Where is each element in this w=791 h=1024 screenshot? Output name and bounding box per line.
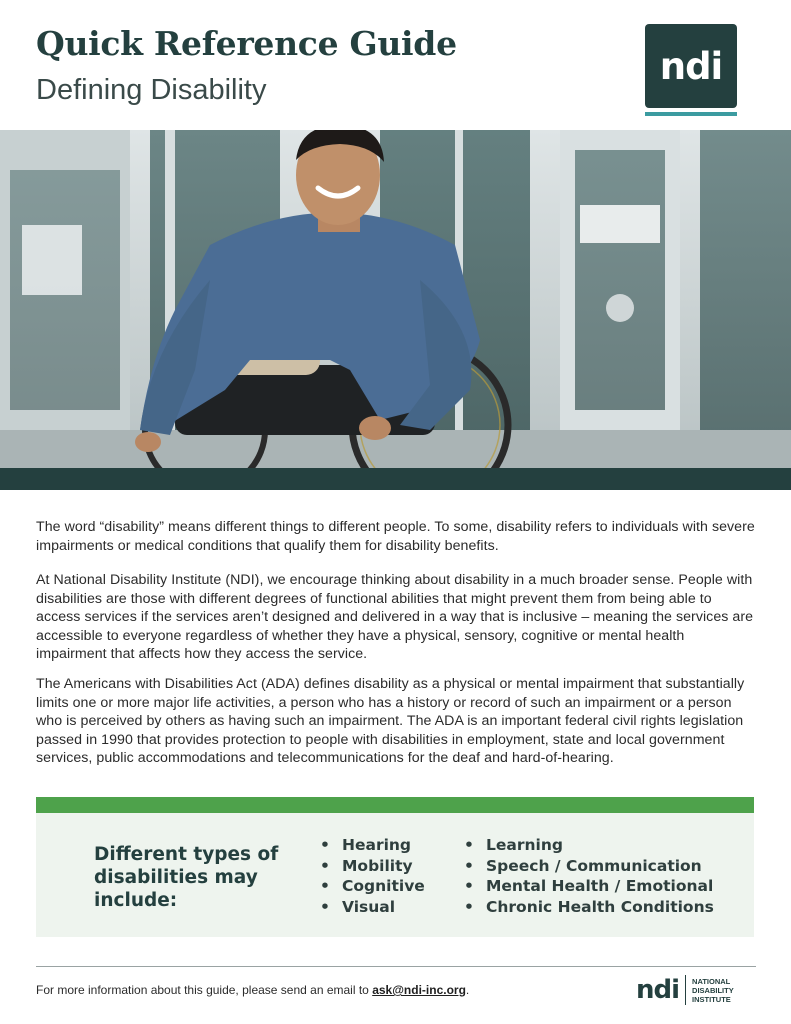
ndi-logo-text: ndi — [659, 44, 723, 88]
callout-accent-bar — [36, 797, 754, 813]
logo-name-line: INSTITUTE — [692, 994, 731, 1004]
footer-text-after: . — [465, 983, 470, 997]
footer-text-before: For more information about this guide, please send an email to — [36, 983, 373, 997]
footer-logo-name — [692, 977, 734, 1004]
callout-heading: Different types of disabilities may include: — [94, 844, 279, 911]
logo-underline — [645, 112, 737, 116]
list-item: • Chronic Health Conditions — [462, 897, 714, 918]
footer-contact — [36, 983, 469, 997]
intro-paragraph: The word “disability” means different things to different people. To some, disability refers to individuals with severe impairments or medical conditions that qualify them for disability benefits. — [36, 519, 755, 554]
ndi-logo — [645, 24, 737, 108]
hero-band — [0, 468, 791, 490]
hero-photo — [0, 130, 791, 468]
footer-logo-mark: ndi — [636, 975, 680, 1005]
disability-list-right — [462, 835, 714, 917]
list-item: • Mental Health / Emotional — [462, 876, 714, 897]
list-item: • Cognitive — [318, 876, 425, 897]
list-item: • Mobility — [318, 856, 425, 877]
logo-name-line: DISABILITY — [692, 985, 734, 995]
email-link[interactable]: ask@ndi-inc.org — [372, 983, 466, 997]
logo-name-line: NATIONAL — [692, 976, 731, 986]
disability-list-left — [318, 835, 425, 917]
list-item: • Speech / Communication — [462, 856, 714, 877]
footer-divider — [36, 966, 756, 967]
footer-logo-divider — [685, 975, 686, 1005]
page-subtitle: Defining Disability — [36, 74, 267, 106]
list-item: • Hearing — [318, 835, 425, 856]
wheelchair-man-photo-icon — [0, 130, 791, 468]
disability-types-callout — [36, 813, 754, 937]
ada-definition-paragraph: The Americans with Disabilities Act (ADA) defines disability as a physical or mental impairment that substantially limits one or more major life activities, a person who has a history or record of such an impairment or a person who is perceived by others as having such an impairment. The ADA is an important federal civil rights legislation passed in 1990 that provides protection to people with disabilities in employment, state and local government services, public accommodations and telecommunications for the deaf and hard-of-hearing. — [36, 676, 745, 767]
ndi-definition-paragraph: At National Disability Institute (NDI), we encourage thinking about disability in a much broader sense. People with disabilities are those with different degrees of functional abilities that might prevent them from being able to access services if the services aren’t designed and delivered in a way that is inclusive – meaning the services are accessible to everyone regardless of whether they have a physical, sensory, cognitive or mental health impairment that affects how they access the service. — [36, 572, 754, 663]
footer-ndi-logo — [636, 975, 734, 1005]
list-item: • Visual — [318, 897, 425, 918]
list-item: • Learning — [462, 835, 714, 856]
page-title: Quick Reference Guide — [36, 24, 457, 63]
